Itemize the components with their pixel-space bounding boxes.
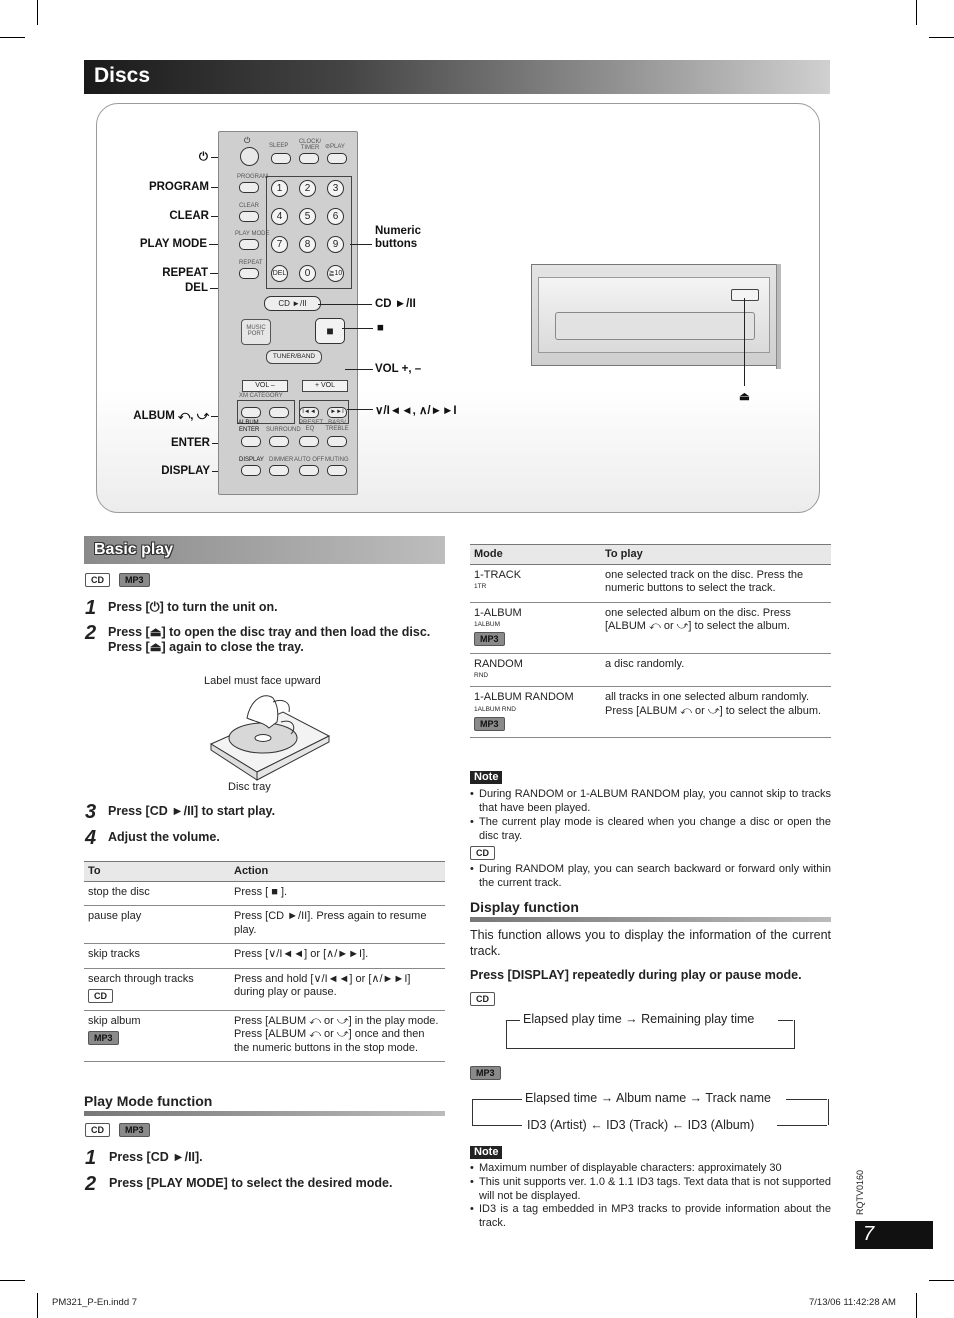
crop-mark — [37, 0, 38, 25]
play-mode-label: PLAY MODE — [139, 238, 207, 250]
column-header: To — [84, 862, 230, 882]
heading-underline — [470, 917, 831, 922]
digit-4-button[interactable]: 4 — [271, 208, 288, 225]
table-row — [470, 602, 831, 653]
mode-indicator: RND — [474, 672, 489, 679]
album-up-button[interactable] — [269, 407, 289, 418]
digit-5-button[interactable]: 5 — [299, 208, 316, 225]
step-text: Press [⏻] to turn the unit on. — [108, 600, 278, 614]
basic-play-title: Basic play — [94, 541, 174, 558]
mp3-chip: MP3 — [88, 1031, 119, 1045]
leader-line — [347, 409, 373, 410]
row-label: search through tracks — [88, 972, 194, 985]
mode-name: RANDOM — [474, 657, 523, 670]
cd-play-label: CD ►/II — [375, 298, 416, 310]
dimmer-text: DIMMER — [269, 457, 294, 463]
table-cell: a disc randomly. — [601, 653, 831, 687]
mode-name: 1-TRACK — [474, 568, 522, 581]
table-row — [470, 653, 831, 687]
cycle-line — [472, 1125, 522, 1126]
repeat-label: REPEAT — [162, 267, 208, 279]
note-bullet: During RANDOM play, you can search backward or forward only within the current track. — [479, 863, 831, 889]
footer-timestamp: 7/13/06 11:42:28 AM — [809, 1297, 896, 1308]
surround-button[interactable] — [269, 436, 289, 447]
bullet-dot: • — [470, 1162, 474, 1174]
crop-mark — [37, 1293, 38, 1318]
digit-8-button[interactable]: 8 — [299, 236, 316, 253]
crop-mark — [916, 0, 917, 25]
table-cell: Press [CD ►/II]. Press again to resume play. — [230, 906, 445, 944]
mp3-chip: MP3 — [474, 632, 505, 646]
crop-mark — [916, 1293, 917, 1318]
row-label: skip album — [88, 1014, 141, 1027]
cd-chip: CD — [85, 573, 110, 587]
remote-control — [218, 131, 358, 495]
dimmer-button[interactable] — [269, 465, 289, 476]
cd-play-pause-button[interactable]: CD ►/II — [264, 296, 321, 311]
mode-name: 1-ALBUM — [474, 606, 522, 619]
bullet-dot: • — [470, 1203, 474, 1215]
power-button[interactable] — [240, 147, 259, 166]
enter-label: ENTER — [171, 437, 210, 449]
eject-button[interactable] — [731, 289, 759, 301]
table-cell — [84, 968, 230, 1010]
crop-mark — [0, 37, 25, 38]
step-number: 1 — [85, 597, 97, 619]
mp3-cycle-bottom: ID3 (Artist) ← ID3 (Track) ← ID3 (Album) — [524, 1118, 757, 1132]
mp3-chip: MP3 — [119, 1123, 150, 1137]
album-label: ALBUM ⤺, ⤻ — [133, 410, 209, 422]
display-text: DISPLAY — [239, 457, 264, 463]
music-port-text: MUSIC PORT — [246, 325, 266, 337]
step-text: Press [CD ►/II] to start play. — [108, 804, 276, 818]
disc-tray-illustration — [207, 688, 333, 784]
table-cell: Press [ ■ ]. — [230, 881, 445, 906]
mode-name: 1-ALBUM RANDOM — [474, 691, 574, 703]
table-cell: Press [∨/I◄◄] or [∧/►►I]. — [230, 944, 445, 969]
note-label: Note — [470, 1146, 502, 1159]
preset-eq-text: PRESET EQ — [299, 420, 324, 432]
surround-text: SURROUND — [266, 427, 301, 433]
step-text: Adjust the volume. — [108, 830, 220, 844]
power-label: ⏻ — [198, 151, 208, 163]
basic-play-bar — [84, 536, 445, 564]
action-table — [84, 861, 445, 1062]
page-number: 7 — [863, 1223, 875, 1245]
display-instruction: Press [DISPLAY] repeatedly during play or pause mode. — [470, 968, 802, 982]
page-title: Discs — [94, 64, 151, 87]
column-header: To play — [601, 545, 831, 565]
heading-underline — [84, 1111, 445, 1116]
table-cell — [470, 602, 601, 653]
vol-plus-button[interactable]: + VOL — [302, 380, 348, 392]
bullet-dot: • — [470, 788, 474, 800]
note-bullet: During RANDOM or 1-ALBUM RANDOM play, you cannot skip to tracks that have been played. — [479, 788, 831, 814]
power-symbol: ⏻ — [244, 136, 251, 145]
mp3-chip: MP3 — [470, 1066, 501, 1080]
del-button[interactable]: DEL — [271, 265, 288, 282]
step-number: 4 — [85, 827, 97, 849]
clock-timer-text: CLOCK/ TIMER — [298, 139, 322, 151]
table-row — [470, 687, 831, 738]
mp3-chip: MP3 — [474, 717, 505, 731]
cycle-line — [778, 1020, 793, 1021]
display-intro: This function allows you to display the information of the current track. — [470, 928, 831, 958]
xm-category-text: XM CATEGORY — [239, 393, 283, 399]
mode-indicator: 1TR — [474, 583, 487, 590]
table-cell — [470, 687, 601, 738]
column-header: Action — [230, 862, 445, 882]
display-button[interactable] — [241, 465, 261, 476]
table-cell: Press and hold [∨/I◄◄] or [∧/►►I] during play or pause. — [230, 968, 445, 1010]
note-label: Note — [470, 771, 502, 784]
digit-0-button[interactable]: 0 — [299, 265, 316, 282]
play-timer-button[interactable] — [327, 153, 347, 164]
table-row — [84, 881, 445, 906]
ten-plus-button[interactable]: ≧10 — [327, 265, 344, 282]
column-header: Mode — [470, 545, 601, 565]
eject-label: ⏏ — [739, 391, 750, 403]
bass-treble-button[interactable] — [327, 436, 347, 447]
bass-treble-text: BASS/ TREBLE — [325, 420, 349, 432]
bullet-dot: • — [470, 1176, 474, 1188]
album-down-button[interactable] — [241, 407, 261, 418]
cycle-line — [777, 1125, 827, 1126]
clear-label: CLEAR — [169, 210, 209, 222]
digit-2-button[interactable]: 2 — [299, 180, 316, 197]
play-mode-button[interactable] — [239, 239, 259, 250]
muting-text: MUTING — [325, 457, 349, 463]
table-row — [84, 906, 445, 944]
cd-chip: CD — [85, 1123, 110, 1137]
table-cell: Press [ALBUM ⤺ or ⤻] in the play mode. Press [ALBUM ⤺ or ⤻] once and then the numeric buttons in the stop mode. — [230, 1010, 445, 1062]
display-function-heading: Display function — [470, 899, 579, 915]
step-number: 2 — [85, 622, 97, 644]
table-cell: one selected album on the disc. Press [ALBUM ⤺ or ⤻] to select the album. — [601, 602, 831, 653]
table-cell — [470, 564, 601, 602]
player-side — [776, 264, 781, 369]
vol-minus-button[interactable]: VOL – — [242, 380, 288, 392]
document-code: RQTV0160 — [855, 1169, 865, 1215]
crop-mark — [0, 1280, 25, 1281]
display-label: DISPLAY — [161, 465, 210, 477]
sleep-button[interactable] — [271, 153, 291, 164]
step-text: Press [⏏] to open the disc tray and then load the disc. Press [⏏] again to close the tray. — [108, 625, 431, 654]
step-number: 1 — [85, 1147, 97, 1169]
preset-eq-button[interactable] — [299, 436, 319, 447]
table-cell: stop the disc — [84, 881, 230, 906]
table-cell — [84, 1010, 230, 1062]
table-row — [470, 564, 831, 602]
table-cell — [470, 653, 601, 687]
note-bullet: This unit supports ver. 1.0 & 1.1 ID3 tags. Text data that is not supported will not be displayed. — [479, 1176, 831, 1202]
leader-line — [345, 369, 373, 370]
clock-timer-button[interactable] — [299, 153, 319, 164]
tuner-band-button[interactable]: TUNER/BAND — [266, 350, 322, 364]
vol-label: VOL +, – — [375, 363, 422, 375]
digit-7-button[interactable]: 7 — [271, 236, 288, 253]
mode-indicator: 1ALBUM — [474, 621, 501, 628]
program-label: PROGRAM — [148, 181, 209, 193]
table-cell: skip tracks — [84, 944, 230, 969]
mode-table — [470, 544, 831, 738]
step-text: Press [CD ►/II]. — [109, 1150, 203, 1164]
digit-1-button[interactable]: 1 — [271, 180, 288, 197]
disc-tray-slot — [555, 312, 755, 340]
play-mode-text: PLAY MODE — [235, 231, 270, 237]
section-header — [84, 60, 830, 94]
album-text: ALBUM — [238, 420, 259, 426]
digit-6-button[interactable]: 6 — [327, 208, 344, 225]
mode-indicator: 1ALBUM RND — [474, 705, 516, 713]
table-cell: all tracks in one selected album randomly. Press [ALBUM ⤺ or ⤻] to select the album. — [601, 687, 831, 738]
repeat-text: REPEAT — [239, 260, 263, 266]
clear-text: CLEAR — [239, 203, 260, 209]
bullet-dot: • — [470, 863, 474, 875]
stop-button[interactable]: ■ — [315, 318, 345, 344]
note-bullet: Maximum number of displayable characters: approximately 30 — [479, 1162, 782, 1174]
leader-line — [342, 328, 373, 329]
table-row — [84, 968, 445, 1010]
note-bullet: The current play mode is cleared when you change a disc or open the disc tray. — [479, 816, 831, 842]
skip-back-button[interactable]: I◄◄ — [299, 407, 319, 418]
program-text: PROGRAM — [237, 174, 269, 180]
stop-label: ■ — [377, 322, 384, 334]
numeric-buttons-label: Numeric buttons — [375, 225, 422, 250]
leader-line — [318, 304, 372, 305]
bullet-dot: • — [470, 816, 474, 828]
enter-text: ENTER — [239, 427, 260, 433]
note-bullet: ID3 is a tag embedded in MP3 tracks to provide information about the track. — [479, 1203, 831, 1229]
sleep-text: SLEEP — [269, 143, 289, 149]
step-number: 2 — [85, 1173, 97, 1195]
table-row — [84, 944, 445, 969]
table-cell: one selected track on the disc. Press the numeric buttons to select the track. — [601, 564, 831, 602]
mp3-chip: MP3 — [119, 573, 150, 587]
cd-cycle-text: Elapsed play time → Remaining play time — [520, 1012, 757, 1026]
clear-button[interactable] — [239, 211, 259, 222]
enter-button[interactable] — [241, 436, 261, 447]
crop-mark — [929, 37, 954, 38]
digit-3-button[interactable]: 3 — [327, 180, 344, 197]
cycle-line — [786, 1099, 827, 1100]
skip-forward-button[interactable]: ►►I — [327, 407, 347, 418]
crop-mark — [929, 1280, 954, 1281]
cycle-line — [472, 1099, 522, 1100]
mp3-cycle-top: Elapsed time → Album name → Track name — [522, 1091, 774, 1105]
auto-off-text: AUTO OFF — [294, 457, 325, 463]
illustration-caption-top: Label must face upward — [204, 675, 321, 687]
table-row — [84, 1010, 445, 1062]
auto-off-button[interactable] — [299, 465, 319, 476]
page-number-box — [855, 1221, 933, 1249]
step-text: Press [PLAY MODE] to select the desired mode. — [109, 1176, 393, 1190]
step-number: 3 — [85, 801, 97, 823]
muting-button[interactable] — [327, 465, 347, 476]
table-cell: pause play — [84, 906, 230, 944]
leader-line — [350, 244, 372, 245]
footer-file: PM321_P-En.indd 7 — [52, 1297, 138, 1308]
leader-line — [744, 298, 745, 386]
program-button[interactable] — [239, 182, 259, 193]
skip-label: ∨/I◄◄, ∧/►►I — [375, 405, 457, 417]
digit-9-button[interactable]: 9 — [327, 236, 344, 253]
repeat-button[interactable] — [239, 268, 259, 279]
play-mode-heading: Play Mode function — [84, 1093, 213, 1109]
play-timer-text: ⊘PLAY — [325, 144, 345, 150]
cd-chip: CD — [470, 992, 495, 1006]
cd-chip: CD — [470, 846, 495, 860]
del-label: DEL — [185, 282, 208, 294]
cd-chip: CD — [88, 989, 113, 1003]
illustration-caption-bottom: Disc tray — [228, 781, 271, 793]
